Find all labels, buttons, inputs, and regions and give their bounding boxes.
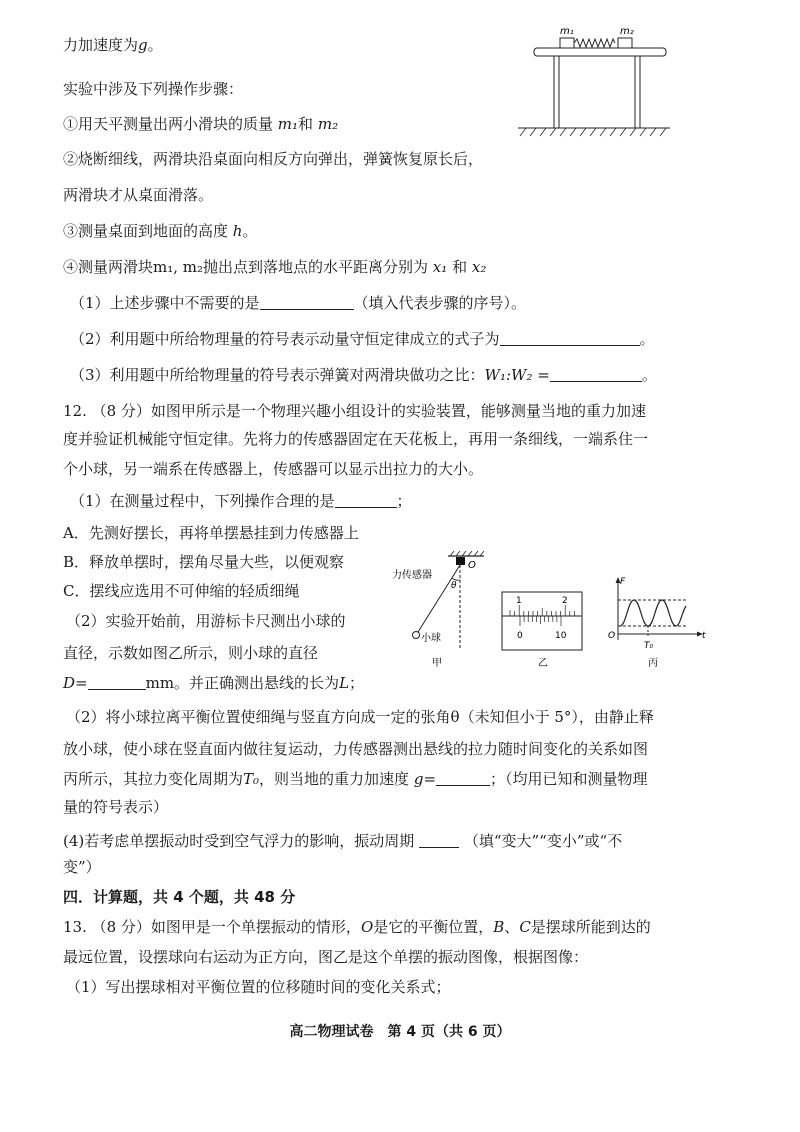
figure-yi [500, 590, 586, 674]
step-3: ③测量桌面到地面的高度 h。 [63, 222, 258, 240]
q12-part-3d: 量的符号表示） [63, 798, 169, 816]
q12-part-3a: （2）将小球拉离平衡位置使细绳与竖直方向成一定的张角θ（未知但小于 5°），由静止释 [66, 708, 654, 726]
question-1: （1）上述步骤中不需要的是 （填入代表步骤的序号）。 [70, 294, 527, 312]
answer-blank-7[interactable] [419, 831, 459, 848]
answer-blank-3[interactable] [550, 365, 642, 382]
figure-bing [604, 572, 710, 674]
pivot-label-o: O [468, 560, 476, 571]
caption-bing: 丙 [648, 658, 658, 669]
step-2a: ②烧断细线，两滑块沿桌面向相反方向弹出，弹簧恢复原长后， [63, 150, 484, 168]
table-leg-left [554, 56, 559, 128]
pendulum-ball [413, 632, 420, 639]
step-2b: 两滑块才从桌面滑落。 [63, 186, 214, 204]
ball-label: 小球 [421, 633, 441, 644]
page-footer: 高二物理试卷 第 4 页（共 6 页） [289, 1024, 511, 1040]
q12-intro-3: 个小球，另一端系在传感器上，传感器可以显示出拉力的大小。 [63, 460, 484, 478]
table-top [534, 48, 666, 56]
ceiling-hatch [450, 551, 484, 556]
caption-jia: 甲 [432, 658, 442, 669]
block-m1 [560, 38, 574, 48]
label-m2: m₂ [620, 26, 634, 37]
q12-intro-1: 12. （8 分）如图甲所示是一个物理兴趣小组设计的实验装置，能够测量当地的重力加速 [63, 402, 646, 420]
line-steps-intro: 实验中涉及下列操作步骤： [63, 80, 244, 98]
figure-jia [392, 548, 488, 672]
vernier-0: 0 [517, 631, 523, 641]
theta-arc [452, 578, 460, 580]
question-3: （3）利用题中所给物理量的符号表示弹簧对两滑块做功之比：W₁:W₂ = 。 [70, 366, 657, 384]
answer-blank-2[interactable] [500, 329, 640, 346]
period-label: T₀ [644, 641, 654, 651]
q12-part-3c: 丙所示，其拉力变化周期为T₀，则当地的重力加速度 g= ；（均用已知和测量物理 [63, 770, 648, 788]
q12-intro-2: 度并验证机械能守恒定律。先将力的传感器固定在天花板上，再用一条细线，一端系住一 [63, 430, 649, 448]
q12-part-4a: (4)若考虑单摆振动时受到空气浮力的影响，振动周期 （填“变大”“变小”或“不 [63, 832, 623, 850]
caliper-frame [502, 592, 582, 650]
question-2: （2）利用题中所给物理量的符号表示动量守恒定律成立的式子为 。 [70, 330, 655, 348]
option-b: B．释放单摆时，摆角尽量大些，以便观察 [63, 553, 345, 571]
step-1: ①用天平测量出两小滑块的质量 m₁和 m₂ [63, 115, 339, 133]
step-4: ④测量两滑块m₁, m₂抛出点到落地点的水平距离分别为 x₁ 和 x₂ [63, 258, 487, 276]
block-m2 [618, 38, 632, 48]
sensor-label: 力传感器 [392, 570, 432, 581]
spring [574, 39, 615, 47]
table-leg-right [635, 56, 640, 128]
f-axis-label: F [620, 577, 626, 587]
origin-label: O [608, 631, 616, 641]
force-curve [620, 600, 686, 626]
q12-part-2a: （2）实验开始前，用游标卡尺测出小球的 [66, 612, 346, 630]
option-c: C．摆线应选用不可伸缩的轻质细绳 [63, 582, 300, 600]
force-sensor [456, 557, 465, 565]
q13-line-3: （1）写出摆球相对平衡位置的位移随时间的变化关系式； [66, 978, 451, 996]
ground-hatch [520, 128, 666, 136]
q12-part-4b: 变”） [63, 858, 101, 876]
q13-line-2: 最远位置，设摆球向右运动为正方向，图乙是这个单摆的振动图像，根据图像： [63, 948, 589, 966]
option-a: A．先测好摆长，再将单摆悬挂到力传感器上 [63, 524, 359, 542]
q12-part-1: （1）在测量过程中，下列操作合理的是 ； [70, 492, 412, 510]
q13-line-1: 13. （8 分）如图甲是一个单摆振动的情形，O是它的平衡位置，B、C是摆球所能到达的 [63, 918, 651, 936]
label-m1: m₁ [560, 26, 574, 37]
table-spring-figure [512, 22, 672, 140]
answer-blank-5[interactable] [88, 673, 146, 690]
vernier-10: 10 [555, 631, 567, 641]
t-axis-label: t [702, 631, 706, 641]
theta-label: θ [451, 581, 457, 591]
section-4-title: 四．计算题，共 4 个题，共 48 分 [63, 888, 296, 906]
q12-part-2b: 直径，示数如图乙所示，则小球的直径 [63, 644, 319, 662]
answer-blank-6[interactable] [436, 769, 490, 786]
answer-blank-1[interactable] [260, 293, 354, 310]
main-scale-2: 2 [562, 596, 568, 606]
line-gravity: 力加速度为g。 [63, 36, 163, 54]
caption-yi: 乙 [538, 658, 548, 669]
answer-blank-4[interactable] [335, 491, 397, 508]
q12-part-2c: D= mm。并正确测出悬线的长为L； [63, 674, 365, 692]
main-scale-1: 1 [516, 596, 522, 606]
q12-part-3b: 放小球，使小球在竖直面内做往复运动，力传感器测出悬线的拉力随时间变化的关系如图 [63, 740, 649, 758]
